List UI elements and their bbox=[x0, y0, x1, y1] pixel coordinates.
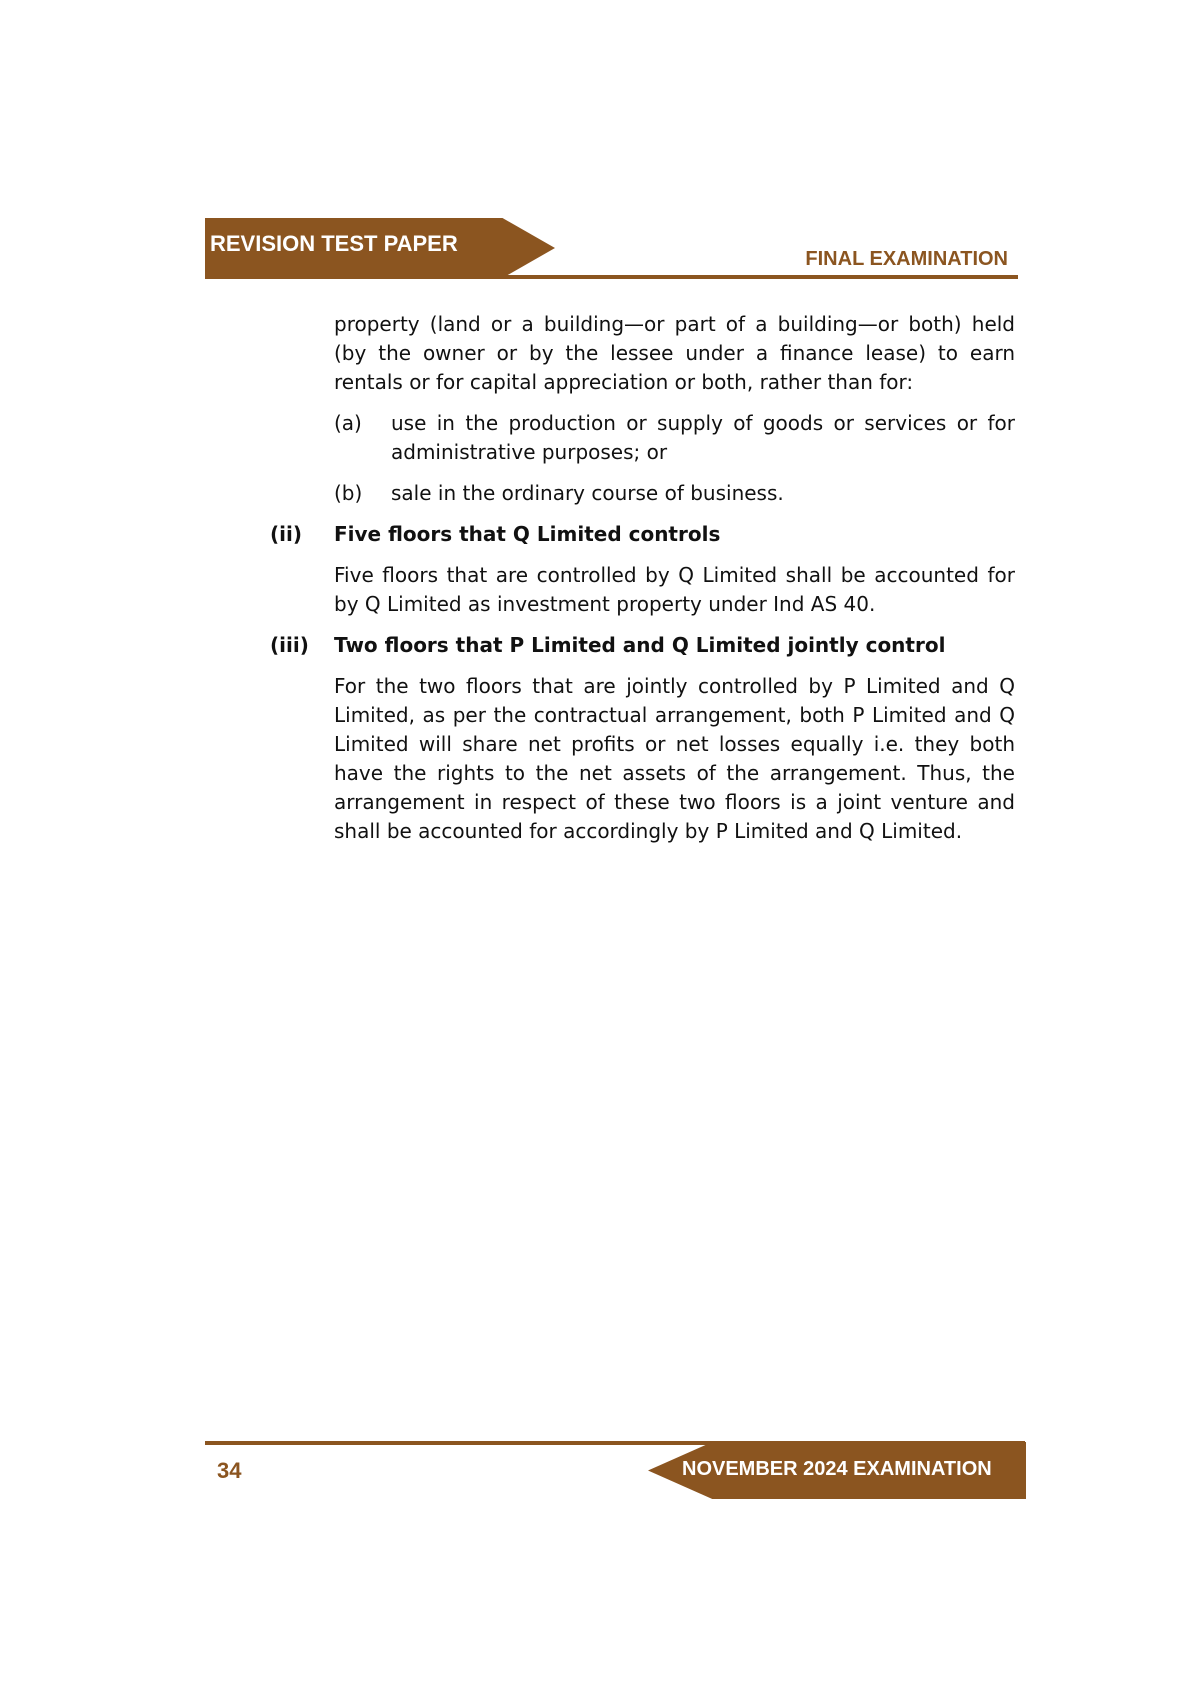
list-item-text: sale in the ordinary course of business. bbox=[391, 481, 784, 505]
page-number: 34 bbox=[217, 1458, 242, 1483]
section-heading bbox=[270, 520, 1015, 549]
section-number: (ii) bbox=[270, 522, 302, 546]
section-heading bbox=[270, 631, 1015, 660]
intro-paragraph: property (land or a building—or part of a building—or both) held (by the owner or by the lessee under a finance lease) to earn rentals or for capital appreciation or both, rather than for: bbox=[334, 312, 1015, 394]
page-content bbox=[270, 310, 1015, 858]
list-item bbox=[334, 409, 1015, 467]
section-body: For the two floors that are jointly controlled by P Limited and Q Limited, as per the contractual arrangement, both P Limited and Q Limited will share net profits or net losses equally i.e. they both have the rights to the net assets of the arrangement. Thus, the arrangement in respect of these two floors is a joint venture and shall be accounted for accordingly by P Limited and Q Limited. bbox=[334, 674, 1015, 843]
list-item-label: (a) bbox=[334, 411, 362, 435]
list-item-label: (b) bbox=[334, 481, 363, 505]
header-exam-title: FINAL EXAMINATION bbox=[805, 248, 1008, 270]
section-number: (iii) bbox=[270, 633, 309, 657]
header-banner-title: REVISION TEST PAPER bbox=[210, 231, 458, 256]
section-title: Five floors that Q Limited controls bbox=[334, 522, 721, 546]
section-title: Two floors that P Limited and Q Limited jointly control bbox=[334, 633, 946, 657]
section-body: Five floors that are controlled by Q Limited shall be accounted for by Q Limited as investment property under Ind AS 40. bbox=[334, 563, 1015, 616]
list-item bbox=[334, 479, 1015, 508]
footer-exam-title: NOVEMBER 2024 EXAMINATION bbox=[682, 1458, 992, 1480]
list-item-text: use in the production or supply of goods or services or for administrative purposes; or bbox=[391, 411, 1015, 464]
header-divider bbox=[205, 275, 1018, 279]
